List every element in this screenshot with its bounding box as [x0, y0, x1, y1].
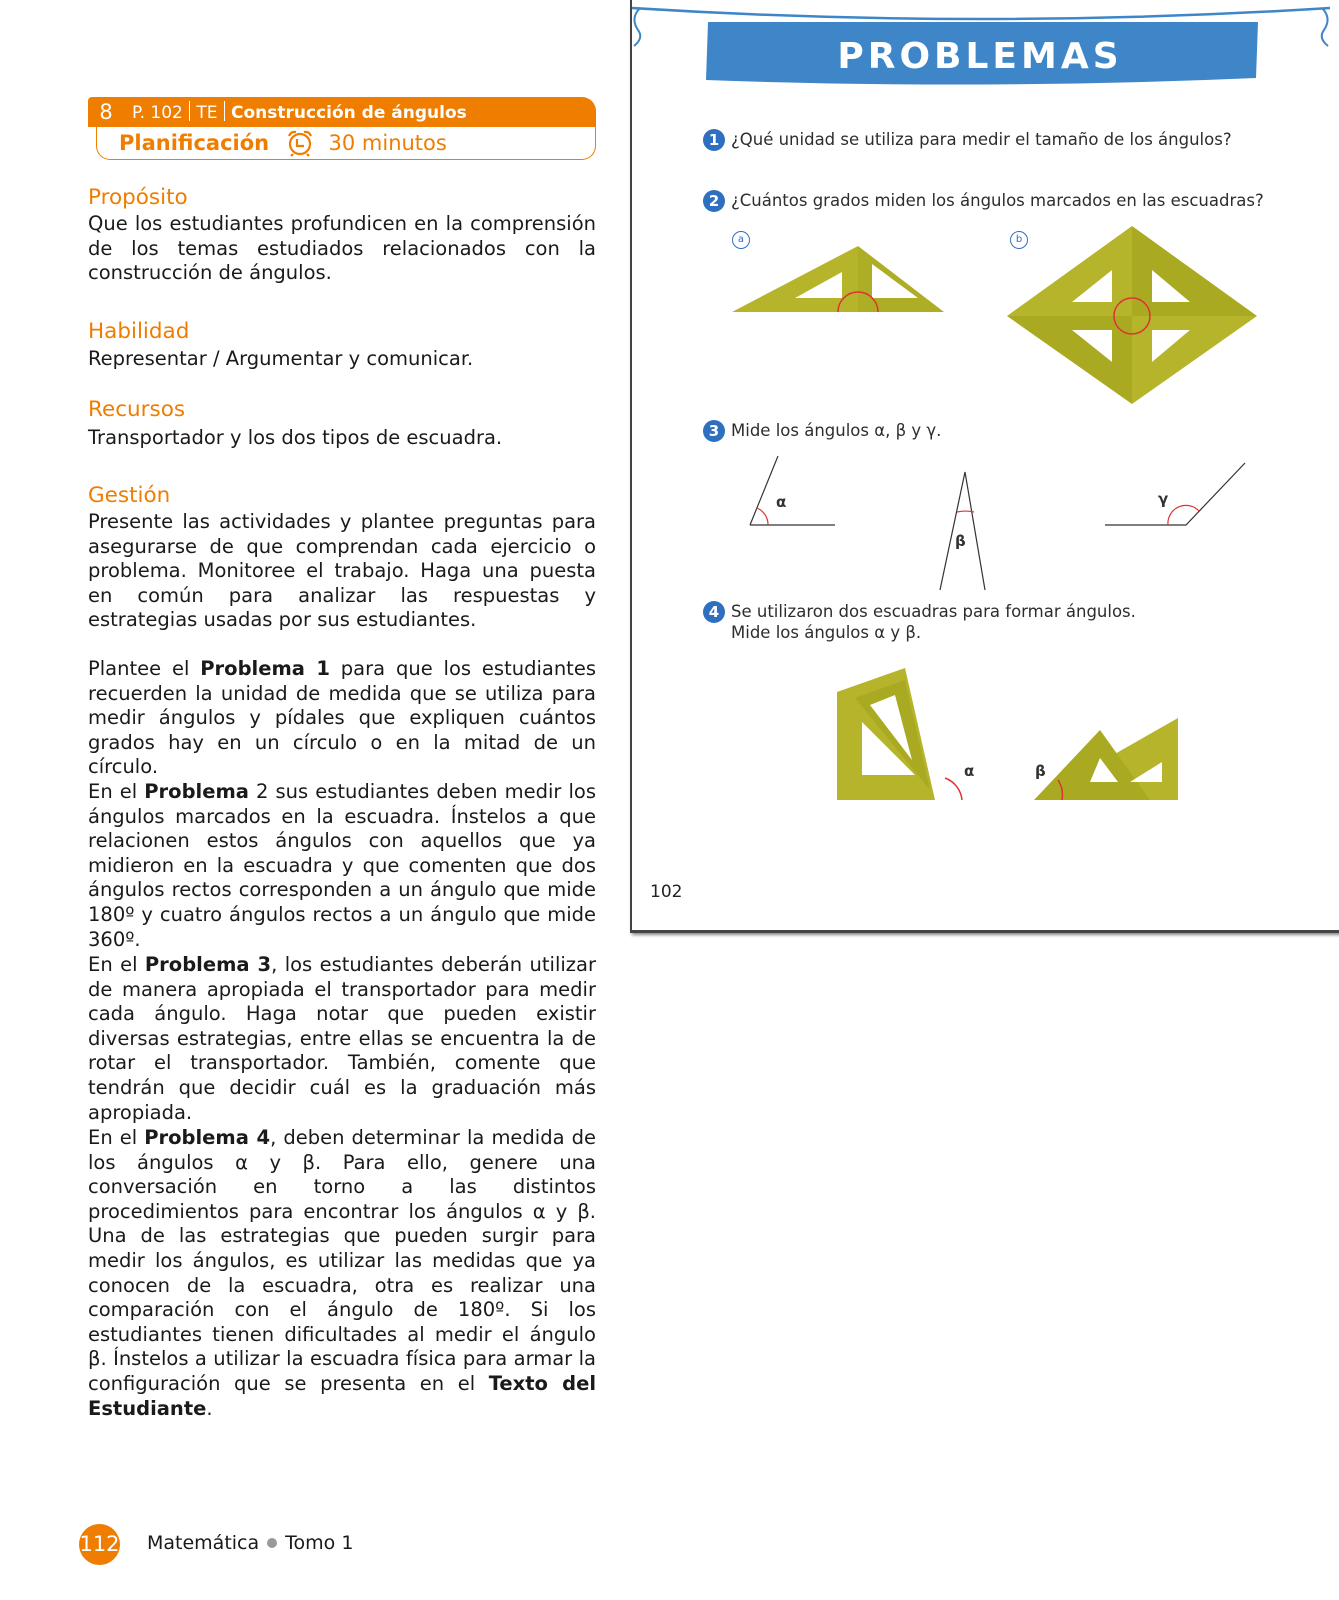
q1-text: ¿Qué unidad se utiliza para medir el tamaño de los ángulos? — [731, 130, 1232, 149]
q4-text-line-2: Mide los ángulos α y β. — [731, 623, 922, 642]
q3-gamma-label: γ — [1158, 490, 1169, 508]
heading-proposito: Propósito — [88, 185, 188, 210]
heading-gestion: Gestión — [88, 483, 171, 508]
q2-a-set-squares — [732, 246, 944, 312]
problema-1-paragraph: Plantee el Problema 1 para que los estudiantes recuerden la unidad de medida que se utiliza para medir ángulos y pídales que expliquen cuántos grados hay en un círculo o en la mitad de un círculo. — [88, 657, 596, 779]
habilidad-paragraph: Representar / Argumentar y comunicar. — [88, 347, 474, 370]
problema-4-label: Problema 4 — [144, 1126, 271, 1149]
q2-option-a: a — [732, 231, 750, 249]
q3-beta-label: β — [955, 532, 966, 550]
footer-book — [147, 1532, 353, 1554]
problems-banner-title: PROBLEMAS — [837, 36, 1123, 77]
recursos-paragraph: Transportador y los dos tipos de escuadra. — [88, 426, 503, 449]
problema-4-paragraph: En el Problema 4, deben determinar la medida de los ángulos α y β. Para ello, genere una conversación en torno a las distintos procedimientos para encontrar los ángulos α y β. Una de las estrategias que pueden surgir para medir los ángulos, es utilizar las medidas que ya conocen de la escuadra, otra es realizar una comparación con el ángulo de 180º. Si los estudiantes tienen dificultades al medir el ángulo β. Ínstelos a utilizar la escuadra física para armar la configuración que se presenta en el Texto del Estudiante. — [88, 1126, 597, 1420]
problema-2-paragraph: En el Problema 2 sus estudiantes deben medir los ángulos marcados en la escuadra. Ínstelos a que relacionen estos ángulos con aquellos que ya midieron en la escuadra y que comenten que dos ángulos rectos corresponden a un ángulo que mide 180º y cuatro ángulos rectos a un ángulo que mide 360º. — [88, 780, 596, 951]
lesson-number: 8 — [88, 97, 124, 127]
q2-option-b: b — [1010, 231, 1028, 249]
heading-recursos: Recursos — [88, 397, 186, 422]
q4-set-squares — [837, 668, 1178, 800]
page-reference: P. 102 — [132, 103, 183, 123]
ribbon-curl-right-icon — [1322, 8, 1328, 46]
footer-subject: Matemática — [147, 1532, 260, 1554]
lesson-title: Construcción de ángulos — [231, 103, 467, 123]
student-page-number: 102 — [650, 882, 683, 902]
q1-number: 1 — [703, 129, 725, 151]
proposito-paragraph: Que los estudiantes profundicen en la comprensión de los temas estudiados relacionados con la construcción de ángulos. — [88, 212, 596, 285]
q4-beta-label: β — [1035, 762, 1046, 780]
text-problema-4 — [88, 1126, 596, 1421]
q3-number: 3 — [703, 420, 725, 442]
heading-habilidad: Habilidad — [88, 319, 190, 344]
banner-ribbon — [632, 8, 1330, 19]
problema-3-label: Problema 3 — [144, 953, 272, 976]
problema-1-label: Problema 1 — [200, 657, 330, 680]
q3-alpha-label: α — [776, 493, 787, 511]
problema-3-paragraph: En el Problema 3, los estudiantes deberán utilizar de manera apropiada el transportador para medir cada ángulo. Haga notar que pueden existir diversas estrategias, entre ellas se encuentra la de rotar el transportador. También, comente que tendrán que decidir cuál es la graduación más apropiada. — [88, 953, 596, 1124]
q4-number: 4 — [703, 601, 725, 623]
q2-text: ¿Cuántos grados miden los ángulos marcados en las escuadras? — [731, 191, 1264, 210]
planning-label: Planificación — [119, 131, 270, 155]
problema-2-label: Problema — [144, 780, 249, 803]
planning-duration: 30 minutos — [328, 131, 447, 155]
footer-volume: Tomo 1 — [285, 1532, 354, 1554]
ribbon-curl-left-icon — [634, 8, 640, 46]
text-problema-3 — [88, 953, 596, 1125]
q4-alpha-label: α — [964, 762, 975, 780]
book-reference: TE — [196, 103, 218, 123]
texto-estudiante-label: Texto del Estudiante — [88, 1371, 597, 1420]
footer-page-number: 112 — [79, 1524, 120, 1565]
q3-text: Mide los ángulos α, β y γ. — [731, 421, 942, 440]
footer-dot-icon — [267, 1538, 277, 1548]
q3-angles — [750, 456, 1245, 590]
q4-text-line-1: Se utilizaron dos escuadras para formar ángulos. — [731, 602, 1136, 621]
gestion-intro-paragraph: Presente las actividades y plantee preguntas para asegurarse de que comprendan cada ejercicio o problema. Monitoree el trabajo. Haga una puesta en común para analizar las respuestas y estrategias usadas por sus estudiantes. — [88, 510, 596, 632]
q2-b-set-squares — [1007, 226, 1257, 404]
q2-number: 2 — [703, 190, 725, 212]
